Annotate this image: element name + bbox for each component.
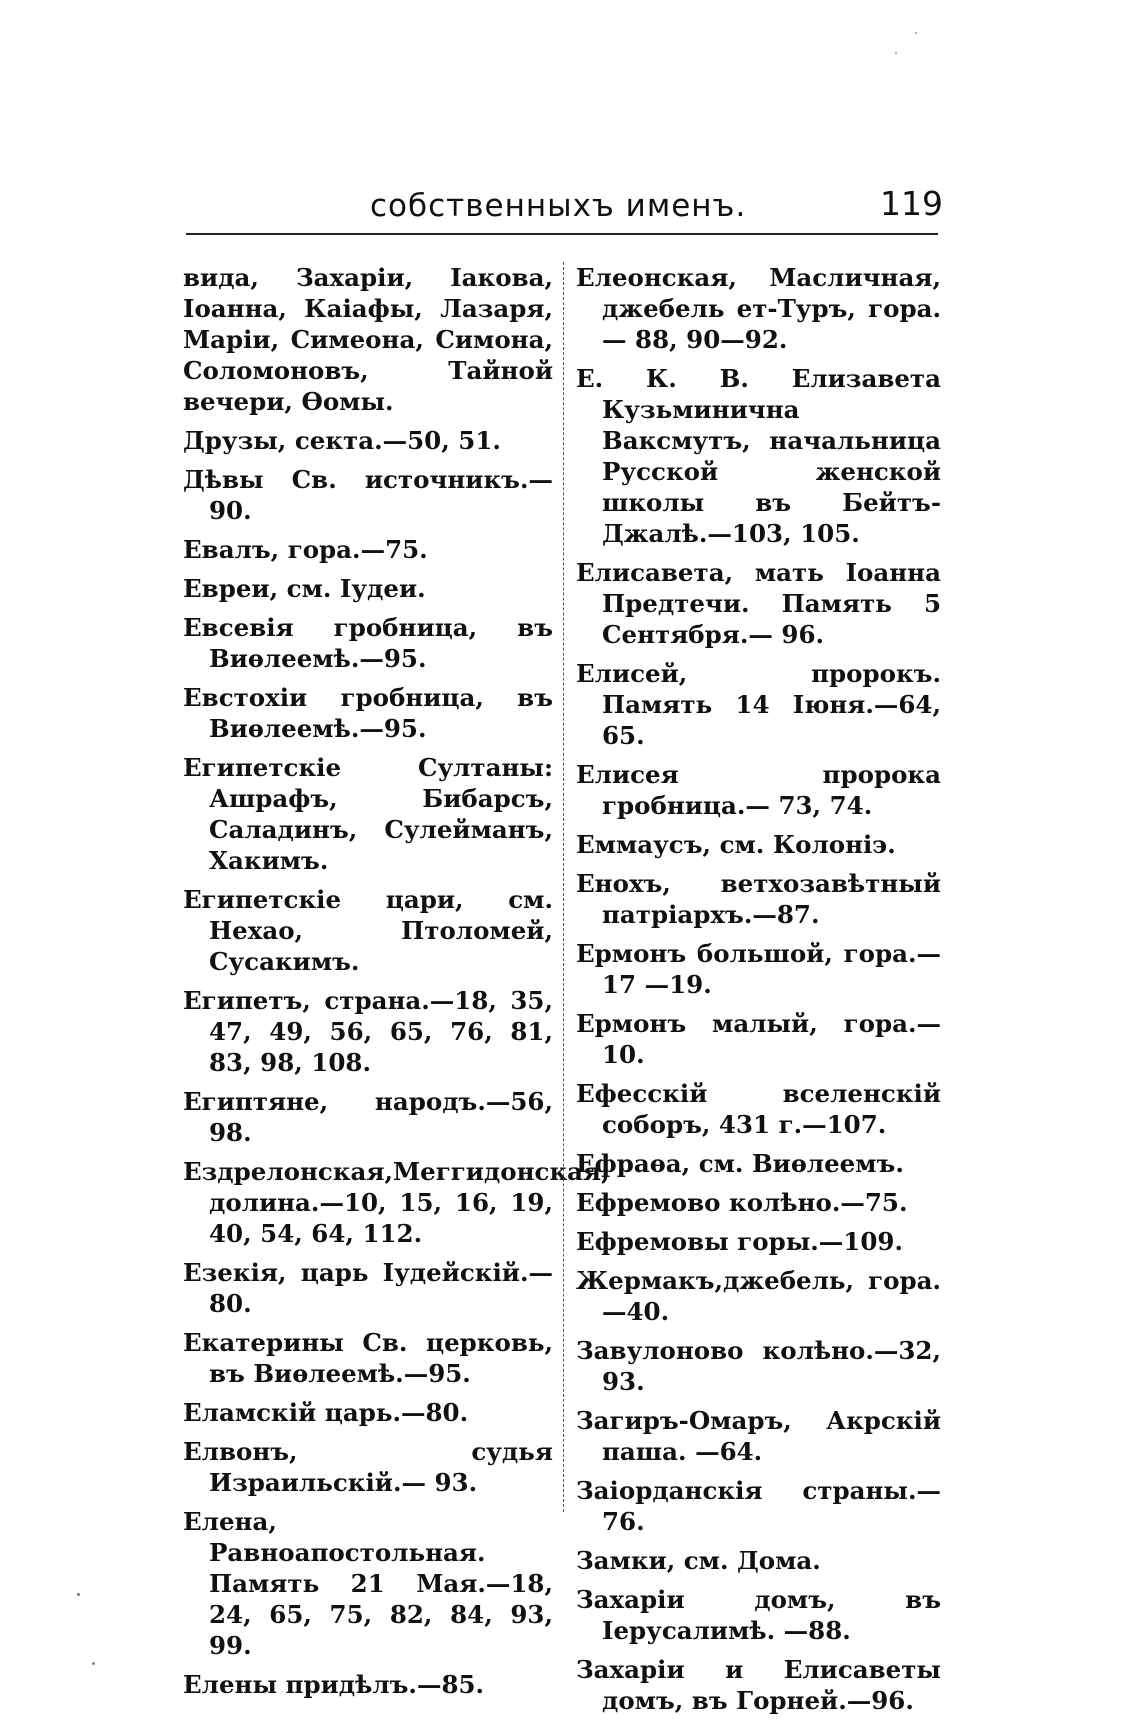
index-entry: Енохъ, ветхозавѣтный патріархъ.—87.	[576, 869, 941, 929]
index-entry: Елисея пророка гробница.— 73, 74.	[576, 760, 941, 820]
index-entry: Загиръ-Омаръ, Акрскій паша. —64.	[576, 1406, 941, 1466]
index-entry: Елеонская, Масличная, джебель ет-Туръ, гора. — 88, 90—92.	[576, 263, 941, 354]
index-entry: Евсевія гробница, въ Виѳлеемѣ.—95.	[183, 613, 553, 673]
running-title: собственныхъ именъ.	[370, 188, 747, 224]
page-number: 119	[880, 184, 943, 223]
index-entry: Евстохіи гробница, въ Виѳлеемѣ.—95.	[183, 683, 553, 743]
index-entry: Жермакъ,джебель, гора.—40.	[576, 1266, 941, 1326]
index-entry: Ефремовы горы.—109.	[576, 1227, 903, 1256]
scan-speck	[92, 1662, 95, 1665]
index-entry: Египтяне, народъ.—56, 98.	[183, 1087, 553, 1147]
index-entry: Елисавета, мать Іоанна Предтечи. Память 5 Сентября.— 96.	[576, 558, 941, 649]
index-entry: Езекія, царь Іудейскій.—80.	[183, 1258, 553, 1318]
index-entry: Елена, Равноапостольная. Память 21 Мая.—18, 24, 65, 75, 82, 84, 93, 99.	[183, 1507, 553, 1660]
scan-speck	[77, 1593, 80, 1596]
index-entry: Ездрелонская,Меггидонская, долина.—10, 15, 16, 19, 40, 54, 64, 112.	[183, 1157, 610, 1248]
index-entry: Е. К. В. Елизавета Кузьминична Ваксмутъ, начальница Русской женской школы въ Бейтъ-Джалѣ.—103, 105.	[576, 364, 941, 548]
index-entry: Египетскіе цари, см. Нехао, Птоломей, Сусакимъ.	[183, 885, 553, 976]
index-entry: Ермонъ малый, гора.—10.	[576, 1009, 941, 1069]
index-entry: Елены придѣлъ.—85.	[183, 1670, 485, 1699]
index-entry: Дѣвы Св. источникъ.—90.	[183, 465, 553, 525]
index-column-right	[576, 262, 941, 1724]
index-entry: Захаріи домъ, въ Іерусалимѣ. —88.	[576, 1585, 941, 1645]
index-entry: Ермонъ большой, гора.—17 —19.	[576, 939, 941, 999]
index-entry: Еламскій царь.—80.	[183, 1398, 469, 1427]
scan-speck	[895, 52, 897, 54]
index-entry: Ефесскій вселенскій соборъ, 431 г.—107.	[576, 1079, 941, 1139]
index-entry: Ефраѳа, см. Виѳлеемъ.	[576, 1149, 904, 1178]
index-entry: Заіорданскія страны.—76.	[576, 1476, 941, 1536]
column-divider	[563, 262, 564, 1512]
index-entry: Евалъ, гора.—75.	[183, 535, 428, 564]
index-entry: Еммаусъ, см. Колоніэ.	[576, 830, 896, 859]
header-rule	[186, 233, 938, 235]
index-entry: Египетъ, страна.—18, 35, 47, 49, 56, 65, 76, 81, 83, 98, 108.	[183, 986, 553, 1077]
index-entry: Елвонъ, судья Израильскій.— 93.	[183, 1437, 553, 1497]
index-entry: Елисей, пророкъ. Память 14 Іюня.—64, 65.	[576, 659, 941, 750]
index-entry: Египетскіе Султаны: Ашрафъ, Бибарсъ, Саладинъ, Сулейманъ, Хакимъ.	[183, 753, 553, 875]
index-column-left	[183, 262, 610, 1708]
scan-speck	[915, 32, 917, 34]
index-entry: Друзы, секта.—50, 51.	[183, 426, 501, 455]
index-entry: Замки, см. Дома.	[576, 1546, 821, 1575]
index-entry: Ефремово колѣно.—75.	[576, 1188, 908, 1217]
index-entry: Захаріи и Елисаветы домъ, въ Горней.—96.	[576, 1655, 941, 1715]
index-entry: Евреи, см. Іудеи.	[183, 574, 426, 603]
index-entry: Екатерины Св. церковь, въ Виѳлеемѣ.—95.	[183, 1328, 553, 1388]
index-entry: вида, Захаріи, Іакова, Іоанна, Каіафы, Лазаря, Маріи, Симеона, Симона, Соломоновъ, Тайной вечери, Ѳомы.	[183, 263, 553, 416]
index-entry: Завулоново колѣно.—32, 93.	[576, 1336, 941, 1396]
